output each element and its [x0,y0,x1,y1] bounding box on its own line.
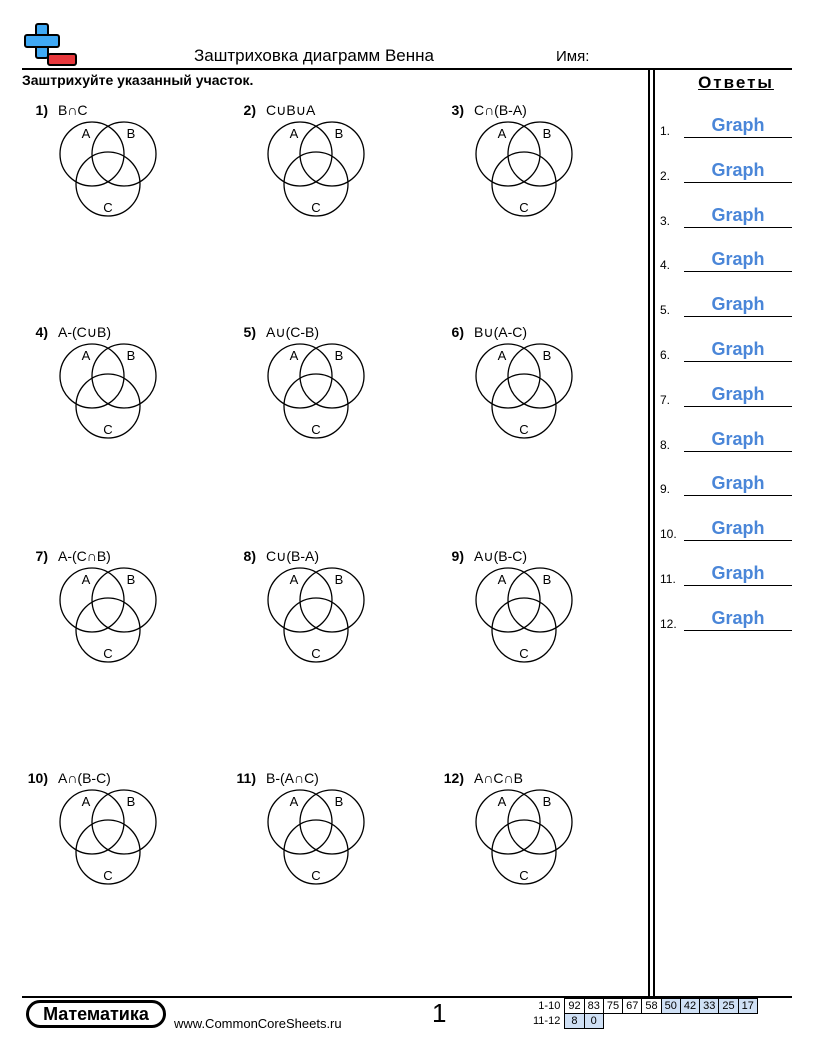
answer-line [684,271,792,272]
venn-problem [24,324,214,464]
answer-value: Graph [711,607,765,628]
header-divider [22,68,792,70]
problem-number: 2) [243,102,256,118]
answer-line [684,227,792,228]
answer-number: 7. [660,392,671,407]
plus-minus-logo-icon [22,22,80,68]
venn-label-b: B [126,794,136,809]
venn-label-a: A [81,794,91,809]
answer-number: 6. [660,348,671,362]
answer-value: Graph [711,159,765,180]
score-cell: 75 [603,999,622,1014]
problem-expression: B-(A∩C) [266,770,319,786]
venn-label-c: C [103,422,113,437]
answer-value: Graph [711,339,765,359]
venn-label-c: C [311,868,321,883]
venn-label-c: C [519,646,529,661]
venn-label-c: C [311,200,321,215]
problem-expression: B∪(A-C) [474,324,528,340]
problem-number: 3) [451,102,464,118]
answer-number: 10. [660,527,677,542]
score-cell: 67 [623,999,642,1014]
problem-number: 10) [27,770,48,786]
score-cell: 0 [584,1014,603,1029]
problem-expression: A-(C∪B) [58,324,112,340]
page-number: 1 [432,998,447,1028]
answer-line [684,406,792,407]
answer-value: Graph [711,249,765,270]
venn-label-c: C [519,868,529,883]
problem-number: 11) [236,770,256,786]
answer-number: 2. [660,168,671,183]
venn-label-b: B [334,126,344,141]
venn-problem [24,548,214,688]
answer-line [684,585,792,586]
venn-label-b: B [542,126,552,141]
score-cell: 25 [719,999,738,1014]
problem-number: 1) [35,102,48,118]
venn-diagram[interactable] [232,324,422,464]
venn-label-a: A [81,572,91,587]
venn-label-b: B [542,348,552,363]
problem-number: 4) [35,324,48,340]
venn-diagram[interactable] [440,102,630,242]
venn-problem [440,324,630,464]
score-cell: 8 [565,1014,584,1029]
score-cell: 50 [661,999,680,1014]
answer-column-divider [648,68,650,998]
answer-line [684,316,792,317]
venn-label-c: C [519,200,529,215]
venn-label-b: B [334,348,344,363]
answer-row [660,513,792,543]
venn-label-a: A [289,126,299,141]
score-row [530,999,757,1014]
venn-problem [232,102,422,242]
problem-number: 7) [35,548,48,564]
venn-diagram[interactable] [24,324,214,464]
worksheet-title: Заштриховка диаграмм Венна [194,46,434,65]
venn-diagram[interactable] [232,548,422,688]
answer-line [684,630,792,631]
score-cell: 58 [642,999,661,1014]
answer-number: 1. [660,124,671,138]
venn-label-b: B [334,794,344,809]
venn-label-b: B [126,348,136,363]
answer-value: Graph [711,115,765,135]
score-cell: 42 [680,999,699,1014]
venn-label-c: C [103,646,113,661]
answer-row [660,155,792,185]
venn-label-a: A [81,348,91,363]
problem-expression: A∪(C-B) [266,324,320,340]
answer-number: 3. [660,213,671,228]
problem-number: 8) [243,548,256,564]
venn-diagram[interactable] [232,770,422,910]
score-cell: 83 [584,999,603,1014]
venn-problem [24,102,214,242]
score-cell: 17 [738,999,757,1014]
answer-row [660,603,792,633]
problem-expression: A-(C∩B) [58,548,111,564]
venn-label-a: A [497,126,507,141]
problem-number: 5) [243,324,256,340]
problem-expression: A∩(B-C) [58,770,111,786]
venn-label-b: B [542,572,552,587]
answer-number: 4. [660,258,671,273]
answer-line [684,495,792,496]
answer-number: 11. [660,572,676,586]
answer-line [684,361,792,362]
answer-number: 8. [660,437,671,452]
problem-number: 6) [451,324,464,340]
score-cell: 33 [700,999,719,1014]
answer-number: 5. [660,303,671,318]
venn-diagram[interactable] [440,548,630,688]
venn-label-a: A [497,572,507,587]
brand-badge: Математика [26,1000,166,1028]
venn-label-c: C [103,200,113,215]
score-row-label: 1-10 [538,1000,561,1012]
answer-value: Graph [711,204,765,225]
venn-label-a: A [289,572,299,587]
venn-problem [232,324,422,464]
venn-label-b: B [542,794,552,809]
venn-label-b: B [126,572,136,587]
answer-value: Graph [711,563,765,583]
score-table [530,998,758,1029]
answer-value: Graph [711,428,765,449]
answer-row [660,379,792,409]
problem-number: 12) [443,770,464,786]
answer-row [660,244,792,274]
venn-label-a: A [289,794,299,809]
venn-diagram[interactable] [24,770,214,910]
venn-label-b: B [126,126,136,141]
answer-line [684,451,792,452]
venn-label-a: A [497,348,507,363]
venn-problem [24,770,214,910]
venn-label-c: C [311,646,321,661]
answer-value: Graph [711,383,765,404]
score-row-label: 11-12 [533,1015,561,1027]
answer-column-divider [653,68,655,998]
problem-expression: A∪(B-C) [474,548,528,564]
answer-row [660,424,792,454]
name-label: Имя: [556,48,590,65]
answer-row [660,334,792,364]
venn-label-c: C [103,868,113,883]
venn-label-c: C [519,422,529,437]
answer-row [660,468,792,498]
answer-line [684,182,792,183]
venn-diagram[interactable] [24,548,214,688]
venn-label-b: B [334,572,344,587]
answer-row [660,110,792,140]
problem-expression: A∩C∩B [474,770,523,786]
venn-problem [440,102,630,242]
problem-number: 9) [451,548,464,564]
answer-value: Graph [711,294,765,315]
answers-title: Ответы [698,73,774,92]
venn-label-a: A [289,348,299,363]
problem-expression: C∩(B-A) [474,102,527,118]
answer-value: Graph [711,473,765,494]
answer-line [684,540,792,541]
score-cell: 92 [565,999,584,1014]
answer-row [660,558,792,588]
answer-value: Graph [711,518,765,539]
instructions: Заштрихуйте указанный участок. [22,72,254,88]
problem-expression: C∪B∪A [266,102,316,118]
problem-expression: C∪(B-A) [266,548,320,564]
venn-diagram[interactable] [440,770,630,910]
answer-row [660,200,792,230]
answer-number: 9. [660,482,671,497]
answer-line [684,137,792,138]
venn-label-c: C [311,422,321,437]
answer-row [660,289,792,319]
venn-problem [440,548,630,688]
venn-diagram[interactable] [24,102,214,242]
venn-problem [232,770,422,910]
venn-diagram[interactable] [232,102,422,242]
venn-label-a: A [81,126,91,141]
venn-problem [232,548,422,688]
venn-diagram[interactable] [440,324,630,464]
problem-expression: B∩C [58,102,88,118]
site-url: www.CommonCoreSheets.ru [174,1016,342,1031]
venn-label-a: A [497,794,507,809]
score-row [530,1014,757,1029]
answer-number: 12. [660,616,677,631]
venn-problem [440,770,630,910]
